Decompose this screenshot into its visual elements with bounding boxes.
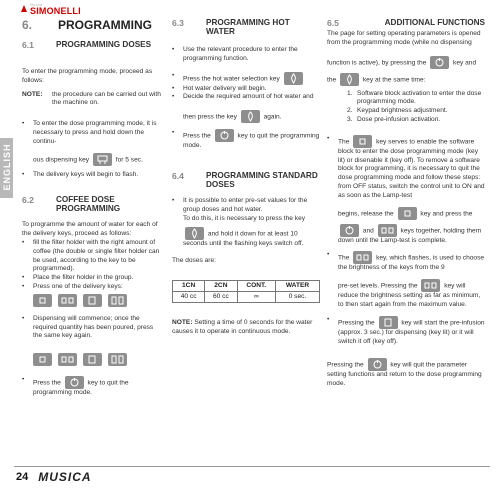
list-item-text: key serves to enable the software block to enter the dose programming mode (key lit) or disenable it (key off). To remove a software block for programming, it is necessary to quit the dose programming mode and follow these steps: from OFF status, switch the control unit to ON and as soon as the Lamp-test xyxy=(338,138,485,199)
table-header-cell: 1CN xyxy=(173,280,205,291)
list-item-text: Dose pre-infusion activation. xyxy=(357,115,441,123)
hot-water-key-icon xyxy=(284,72,303,85)
note-label: NOTE: xyxy=(172,318,193,326)
list-item: • Decide the required amount of hot water and xyxy=(172,93,320,102)
list-item: • Place the filter holder in the group. xyxy=(22,274,164,283)
hot-water-key-icon xyxy=(185,227,204,240)
paragraph: The page for setting operating parameters is opened from the programming mode (while no dispensing xyxy=(327,30,481,46)
list-item xyxy=(327,90,485,108)
subsection-heading xyxy=(22,40,164,50)
subsection-title: PROGRAMMING STANDARD DOSES xyxy=(206,170,318,189)
text: key will reduce the brightness setting as far as minimum, to then start again from the maximum value. xyxy=(338,282,481,308)
paragraph xyxy=(327,56,485,69)
subsection-heading xyxy=(327,18,485,28)
list-item-text: key, which flashes, is used to choose the brightness of the keys from the 9 xyxy=(338,254,485,272)
text: key and xyxy=(453,58,477,66)
list-item-text: It is possible to enter pre-set values for the group doses and hot water. xyxy=(183,196,308,213)
programming-key-icon xyxy=(65,376,84,389)
list-item xyxy=(172,197,320,223)
programming-key-icon xyxy=(340,224,359,237)
list-item-text: Press the xyxy=(183,132,211,140)
list-item: • fill the filter holder with the right amount of coffee (the double or single filter holder can be used, according to the key to be programmed). xyxy=(22,239,164,274)
list-item: • Use the relevant procedure to enter the programming function. xyxy=(172,46,320,64)
subsection-title: COFFEE DOSE PROGRAMMING xyxy=(56,195,121,214)
paragraph xyxy=(172,110,320,123)
text: key at the same time: xyxy=(362,75,426,83)
single-cup-key-icon xyxy=(33,294,52,307)
single-mug-key-icon xyxy=(379,316,398,329)
list-item-text: key to quit the programming mode. xyxy=(33,379,129,397)
double-cup-key-icon xyxy=(353,251,372,264)
section-heading xyxy=(22,18,164,32)
subsection-title: ADDITIONAL FUNCTIONS xyxy=(384,18,485,27)
list-item-text: The xyxy=(338,254,350,262)
note xyxy=(22,91,164,109)
list-item xyxy=(327,107,485,116)
subsection-heading xyxy=(172,171,320,189)
text: key and press the xyxy=(420,209,473,217)
text: then press the key xyxy=(183,113,237,121)
numbered-list xyxy=(327,90,485,125)
double-cup-key-icon xyxy=(58,294,77,307)
subsection-heading xyxy=(22,195,164,213)
subsection-title: PROGRAMMING HOT WATER xyxy=(206,18,290,36)
list-item-text: To do this, it is necessary to press the key xyxy=(183,214,306,222)
paragraph: To programme the amount of water for each of the delivery keys, proceed as follows: xyxy=(22,221,158,238)
double-cup-key-icon xyxy=(421,279,440,292)
table-header-cell: CONT. xyxy=(237,280,275,291)
table-cell: ∞ xyxy=(237,291,275,302)
list-item-text: Software block activation to enter the dose programming mode. xyxy=(357,89,482,106)
brand-small: Nuova xyxy=(30,2,43,7)
language-label: ENGLISH xyxy=(2,143,12,191)
text: key will quit the parameter setting functions and return to the dose programming mode. xyxy=(327,361,482,388)
paragraph xyxy=(172,227,320,249)
note-text: Setting a time of 0 seconds for the water causes it to operate in continuous mode. xyxy=(172,318,313,335)
paragraph: To enter the programming mode, proceed as follows: xyxy=(22,68,153,84)
single-mug-key-icon xyxy=(83,294,102,307)
continuous-dispensing-key-icon xyxy=(93,153,112,166)
paragraph: The doses are: xyxy=(172,257,216,265)
list-item xyxy=(22,376,164,398)
list-item-text: Keypad brightness adjustment. xyxy=(357,107,448,115)
list-number: 1. xyxy=(347,89,353,97)
subsection-heading xyxy=(172,18,320,36)
column-2 xyxy=(172,14,320,337)
table-row xyxy=(173,291,320,302)
subsection-number: 6.1 xyxy=(22,40,34,50)
programming-key-icon xyxy=(215,129,234,142)
list-item: • Hot water delivery will begin. xyxy=(172,85,320,94)
table-header-row xyxy=(173,280,320,291)
list-item: • Press one of the delivery keys: xyxy=(22,283,164,292)
subsection-number: 6.5 xyxy=(327,18,339,28)
subsection-number: 6.3 xyxy=(172,18,184,28)
footer xyxy=(16,470,92,484)
subsection-number: 6.4 xyxy=(172,170,184,181)
list-item xyxy=(327,116,485,125)
footer-rule xyxy=(14,466,490,467)
text: keys together, holding them down until the Lamp-test is complete. xyxy=(338,226,482,244)
paragraph xyxy=(327,73,485,86)
paragraph xyxy=(327,207,485,220)
hot-water-key-icon xyxy=(340,73,359,86)
list-item: • Dispensing will commence; once the required quantity has been poured, press the same key again. xyxy=(22,315,164,341)
list-item xyxy=(22,120,164,165)
list-item xyxy=(172,129,320,151)
list-item-text: ous dispensing key xyxy=(33,155,90,163)
note xyxy=(172,319,320,337)
single-cup-key-icon xyxy=(353,135,372,148)
list-item-text: Pressing the xyxy=(338,319,375,326)
delivery-keys-row xyxy=(33,353,164,366)
list-item xyxy=(327,251,485,273)
text: Pressing the xyxy=(327,361,364,369)
list-number: 3. xyxy=(347,115,353,123)
list-number: 2. xyxy=(347,107,353,115)
single-cup-key-icon xyxy=(398,207,417,220)
list-item-text: key to quit the programming mode. xyxy=(183,132,320,150)
paragraph xyxy=(327,358,485,389)
double-mug-key-icon xyxy=(108,353,127,366)
list-item-text: key will start the pre-infusion (approx. 3 sec.) for dispensing (key lit) or it will switch it off (key off). xyxy=(338,319,485,345)
text: function is active), by pressing the xyxy=(327,58,427,66)
table-header-cell: 2CN xyxy=(205,280,237,291)
section-number: 6. xyxy=(22,18,33,32)
brand-mark-icon xyxy=(20,4,28,13)
text: again. xyxy=(263,113,282,121)
text: the xyxy=(327,75,337,83)
list-item: • The delivery keys will begin to flash. xyxy=(22,171,164,180)
hot-water-key-icon xyxy=(241,110,260,123)
doses-table xyxy=(172,280,320,303)
single-cup-key-icon xyxy=(33,353,52,366)
subsection-title: PROGRAMMING DOSES xyxy=(56,40,152,49)
note-text: the procedure can be carried out with the machine on. xyxy=(52,90,161,107)
table-header-cell: WATER xyxy=(275,280,319,291)
programming-key-icon xyxy=(368,358,387,371)
table-cell: 40 cc xyxy=(173,291,205,302)
product-logo: MUSICA xyxy=(38,470,92,484)
subsection-number: 6.2 xyxy=(22,195,34,206)
column-3 xyxy=(327,14,485,389)
double-cup-key-icon xyxy=(378,224,397,237)
double-mug-key-icon xyxy=(108,294,127,307)
delivery-keys-row xyxy=(33,294,164,307)
programming-key-icon xyxy=(430,56,449,69)
section-title: PROGRAMMING xyxy=(58,18,152,32)
text: and hold it down for at least 10 seconds until the flashing keys switch off. xyxy=(183,230,304,248)
list-item-text: for 5 sec. xyxy=(115,155,143,163)
table-cell: 0 sec. xyxy=(275,291,319,302)
brand-name: SIMONELLI xyxy=(30,6,81,16)
text: and xyxy=(362,226,374,234)
table-cell: 60 cc xyxy=(205,291,237,302)
page-number: 24 xyxy=(16,471,29,483)
single-mug-key-icon xyxy=(83,353,102,366)
list-item-text: The xyxy=(338,138,350,146)
language-side-tab xyxy=(0,138,13,198)
list-item xyxy=(327,316,485,347)
text: begins, release the xyxy=(338,209,394,217)
column-1 xyxy=(22,14,164,398)
list-item-text: Press the hot water selection key xyxy=(183,74,280,82)
paragraph xyxy=(327,279,485,310)
list-item xyxy=(327,135,485,201)
list-item xyxy=(172,72,320,85)
paragraph xyxy=(327,224,485,246)
text: pre-set levels. Pressing the xyxy=(338,282,418,290)
list-item-text: Press the xyxy=(33,379,61,387)
list-item-text: To enter the dose programming mode, it is necessary to press and hold down the continu- xyxy=(33,120,157,145)
double-cup-key-icon xyxy=(58,353,77,366)
note-label: NOTE: xyxy=(22,90,43,98)
